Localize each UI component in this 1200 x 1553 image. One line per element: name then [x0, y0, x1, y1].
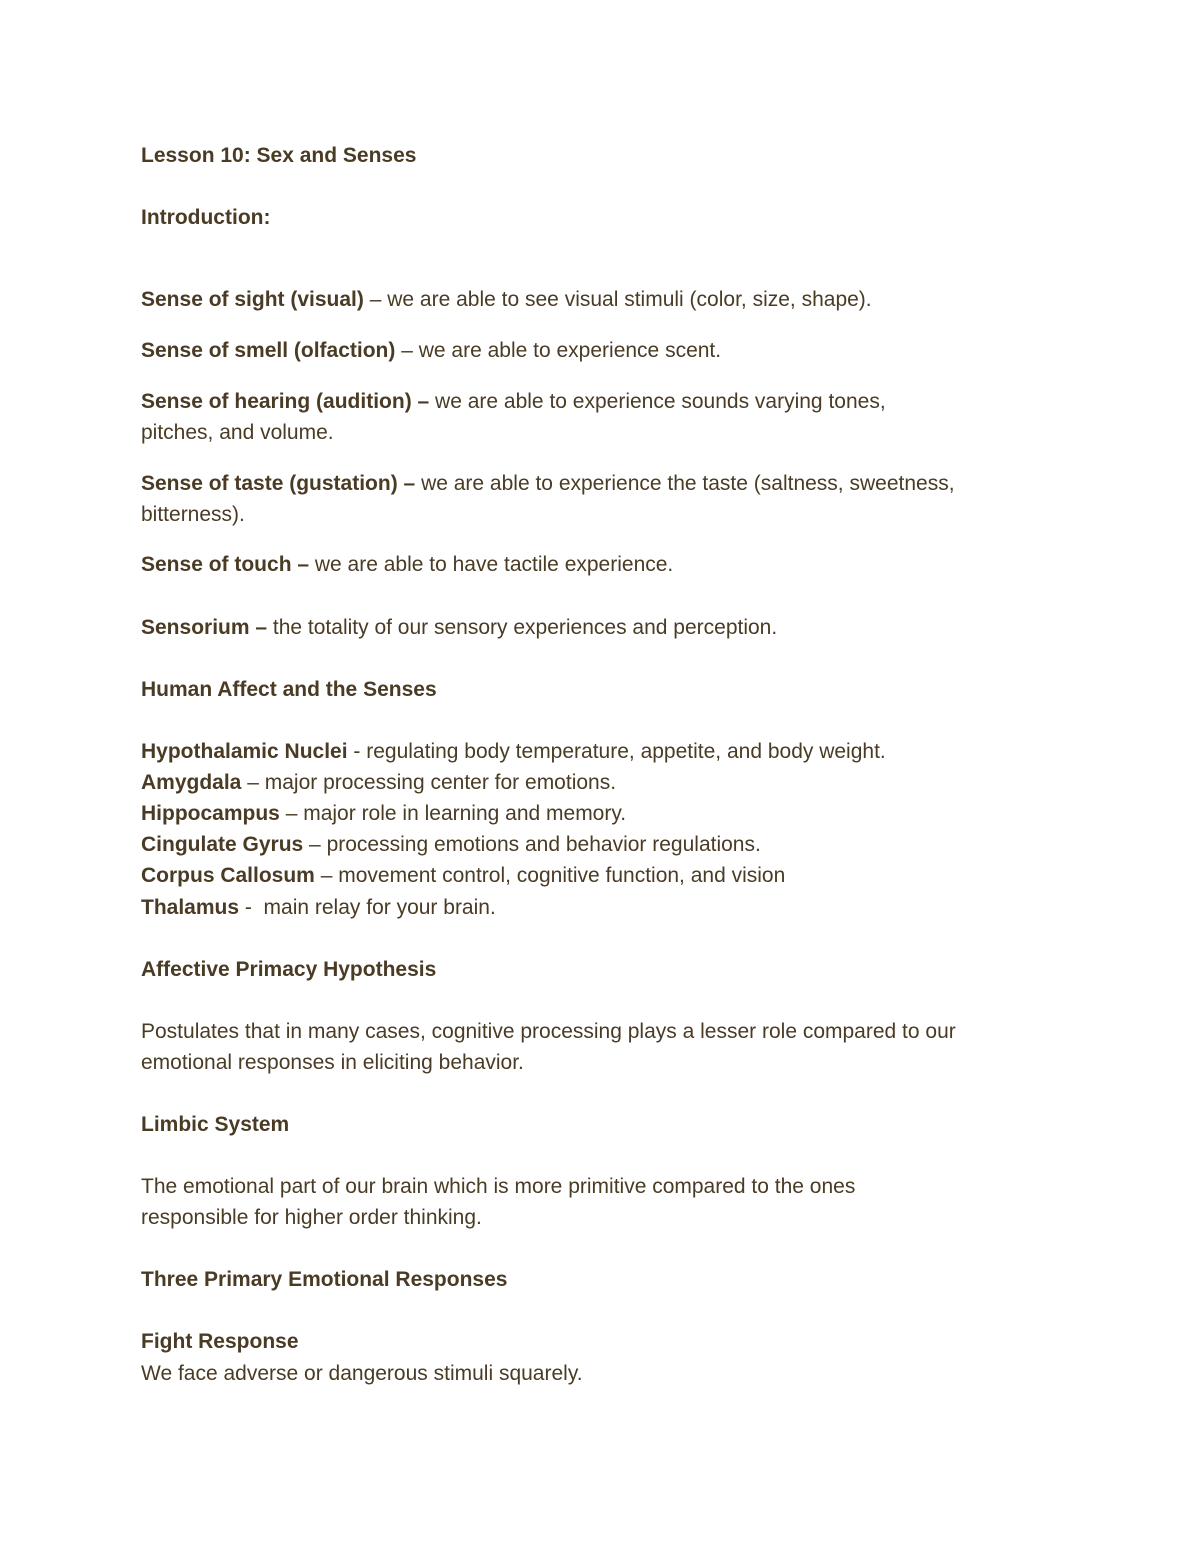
- sense-taste-item: [141, 468, 955, 499]
- fight-response-text: We face adverse or dangerous stimuli squarely.: [141, 1362, 583, 1385]
- brain-part-separator: –: [314, 864, 339, 887]
- brain-part-item: [141, 767, 616, 798]
- sense-description: the totality of our sensory experiences and perception.: [272, 616, 778, 639]
- sense-smell-item: [141, 335, 721, 366]
- affective-primacy-heading: Affective Primacy Hypothesis: [141, 958, 437, 981]
- brain-part-description: regulating body temperature, appetite, and body weight.: [366, 740, 886, 763]
- brain-part-separator: –: [279, 802, 304, 825]
- brain-part-item: [141, 892, 496, 923]
- emotional-responses-heading: Three Primary Emotional Responses: [141, 1268, 508, 1291]
- brain-part-description: major role in learning and memory.: [303, 802, 627, 825]
- sense-taste-continuation: bitterness).: [141, 503, 245, 526]
- brain-part-item: [141, 736, 886, 767]
- sense-description: we are able to experience sounds varying tones,: [435, 390, 886, 413]
- introduction-heading: Introduction:: [141, 206, 271, 229]
- limbic-system-text-line-1: The emotional part of our brain which is more primitive compared to the ones: [141, 1175, 856, 1198]
- brain-part-separator: -: [347, 740, 367, 763]
- brain-part-term: Hippocampus: [141, 802, 280, 825]
- affective-primacy-text-line-2: emotional responses in eliciting behavior.: [141, 1051, 524, 1074]
- brain-part-separator: –: [303, 833, 327, 856]
- brain-part-separator: –: [241, 771, 265, 794]
- brain-part-item: [141, 798, 626, 829]
- brain-part-item: [141, 829, 761, 860]
- brain-part-description: processing emotions and behavior regulations.: [326, 833, 761, 856]
- sense-term: Sense of smell (olfaction): [141, 339, 396, 362]
- brain-part-item: [141, 860, 785, 891]
- sense-term: Sensorium –: [141, 616, 268, 639]
- affective-primacy-text-line-1: Postulates that in many cases, cognitive processing plays a lesser role compared to our: [141, 1020, 956, 1043]
- brain-part-term: Hypothalamic Nuclei: [141, 740, 348, 763]
- sense-separator: –: [363, 288, 388, 311]
- sense-term: Sense of touch –: [141, 553, 310, 576]
- sense-sight-item: [141, 284, 872, 315]
- sense-description: we are able to experience scent.: [418, 339, 722, 362]
- sense-separator: –: [395, 339, 419, 362]
- sense-term: Sense of taste (gustation) –: [141, 472, 416, 495]
- brain-part-description: movement control, cognitive function, and vision: [338, 864, 786, 887]
- sense-hearing-continuation: pitches, and volume.: [141, 421, 334, 444]
- brain-part-description: major processing center for emotions.: [264, 771, 617, 794]
- brain-part-term: Corpus Callosum: [141, 864, 315, 887]
- limbic-system-text-line-2: responsible for higher order thinking.: [141, 1206, 482, 1229]
- sense-term: Sense of sight (visual): [141, 288, 364, 311]
- sensorium-item: [141, 612, 777, 643]
- sense-description: we are able to have tactile experience.: [314, 553, 674, 576]
- sense-term: Sense of hearing (audition) –: [141, 390, 430, 413]
- sense-touch-item: [141, 549, 673, 580]
- sense-hearing-item: [141, 386, 886, 417]
- fight-response-heading: Fight Response: [141, 1330, 299, 1353]
- brain-part-separator: -: [239, 896, 264, 919]
- brain-part-description: main relay for your brain.: [263, 896, 496, 919]
- lesson-title: Lesson 10: Sex and Senses: [141, 144, 417, 167]
- brain-part-term: Thalamus: [141, 896, 240, 919]
- brain-part-term: Amygdala: [141, 771, 242, 794]
- human-affect-heading: Human Affect and the Senses: [141, 678, 437, 701]
- limbic-system-heading: Limbic System: [141, 1113, 290, 1136]
- brain-part-term: Cingulate Gyrus: [141, 833, 304, 856]
- sense-description: we are able to see visual stimuli (color, size, shape).: [387, 288, 872, 311]
- sense-description: we are able to experience the taste (saltness, sweetness,: [421, 472, 955, 495]
